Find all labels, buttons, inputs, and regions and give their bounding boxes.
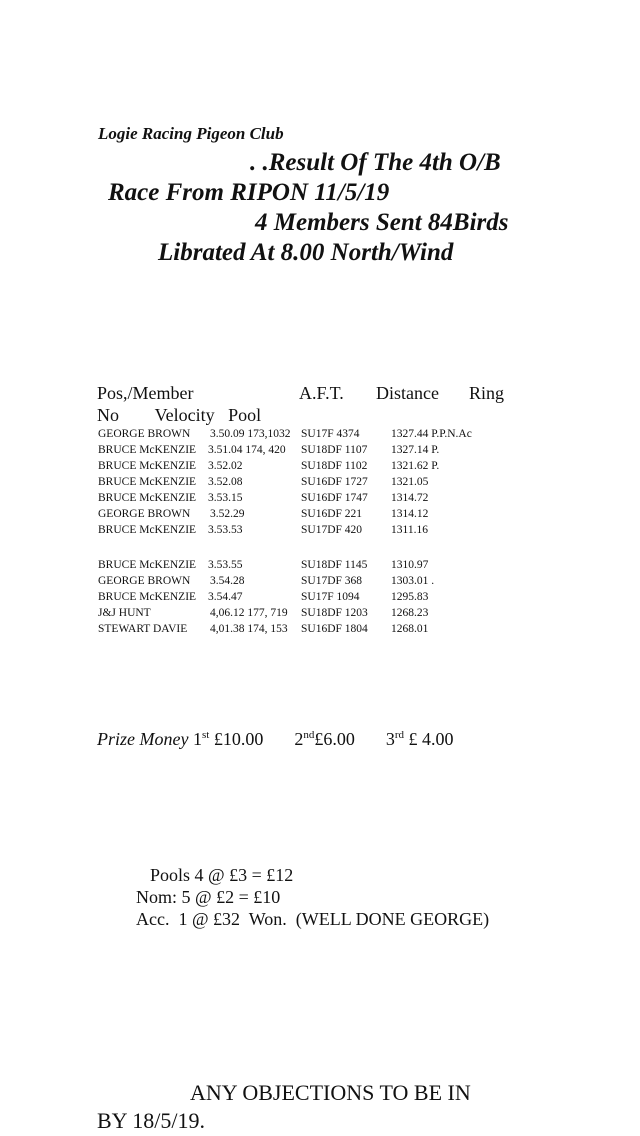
- velocity-value: 1303.01 .: [391, 575, 435, 587]
- member-name: GEORGE BROWN: [98, 428, 191, 440]
- ring-value: SU16DF 1804: [301, 623, 368, 635]
- header-aft: A.F.T.: [299, 383, 344, 403]
- velocity-value: 1295.83: [391, 591, 429, 603]
- ring-value: SU17DF 420: [301, 524, 363, 536]
- velocity-value: 1268.23: [391, 607, 429, 619]
- prize-first-suffix: st: [201, 729, 210, 741]
- ring-value: SU16DF 1727: [301, 476, 368, 488]
- aft-value: 3.54.47: [208, 591, 243, 603]
- aft-value: 3.54.28: [210, 575, 245, 587]
- header-ring: Ring: [469, 383, 505, 403]
- member-name: BRUCE McKENZIE: [98, 492, 197, 504]
- ring-value: SU18DF 1107: [301, 444, 368, 456]
- velocity-value: 1310.97: [391, 559, 429, 571]
- prize-third-num: 3: [385, 729, 395, 749]
- objections-line-2: BY 18/5/19.: [97, 1108, 205, 1133]
- pools-line: Pools 4 @ £3 = £12: [150, 865, 294, 885]
- prize-money-line: [97, 729, 453, 750]
- member-name: BRUCE McKENZIE: [98, 524, 197, 536]
- member-name: STEWART DAVIE: [98, 623, 188, 635]
- aft-value: 3.52.08: [208, 476, 243, 488]
- title-line-3: 4 Members Sent 84Birds: [255, 209, 509, 236]
- aft-value: 4,01.38 174, 153: [210, 623, 288, 635]
- title-line-2: Race From RIPON 11/5/19: [108, 179, 390, 206]
- prize-first-num: 1: [192, 729, 202, 749]
- objections-line-1: ANY OBJECTIONS TO BE IN: [190, 1080, 471, 1105]
- prize-third-suffix: rd: [394, 729, 404, 741]
- header-line-2: No Velocity Pool: [97, 405, 262, 425]
- velocity-value: 1268.01: [391, 623, 429, 635]
- ring-value: SU18DF 1203: [301, 607, 368, 619]
- ring-value: SU17F 4374: [301, 428, 360, 440]
- aft-value: 3.52.02: [208, 460, 243, 472]
- prize-third-amount: £ 4.00: [403, 729, 454, 749]
- aft-value: 3.53.15: [208, 492, 243, 504]
- member-name: J&J HUNT: [98, 607, 151, 619]
- velocity-value: 1311.16: [391, 524, 428, 536]
- velocity-value: 1314.72: [391, 492, 429, 504]
- aft-value: 3.53.53: [208, 524, 243, 536]
- prize-second: [294, 729, 355, 749]
- ring-value: SU18DF 1102: [301, 460, 368, 472]
- club-name: Logie Racing Pigeon Club: [98, 124, 284, 143]
- title-line-4: Librated At 8.00 North/Wind: [158, 239, 454, 266]
- member-name: BRUCE McKENZIE: [98, 476, 197, 488]
- velocity-value: 1321.62 P.: [391, 460, 440, 472]
- header-pos-member: Pos,/Member: [97, 383, 194, 403]
- acc-line: Acc. 1 @ £32 Won. (WELL DONE GEORGE): [136, 909, 490, 929]
- velocity-value: 1314.12: [391, 508, 429, 520]
- ring-value: SU16DF 221: [301, 508, 363, 520]
- ring-value: SU17F 1094: [301, 591, 360, 603]
- aft-value: 3.53.55: [208, 559, 243, 571]
- prize-first-amount: £10.00: [209, 729, 264, 749]
- prize-second-suffix: nd: [303, 729, 315, 741]
- prize-money-label: Prize Money: [97, 729, 189, 749]
- member-name: BRUCE McKENZIE: [98, 444, 197, 456]
- prize-third: [386, 729, 454, 749]
- velocity-value: 1321.05: [391, 476, 429, 488]
- aft-value: 4,06.12 177, 719: [210, 607, 288, 619]
- ring-value: SU18DF 1145: [301, 559, 368, 571]
- ring-value: SU16DF 1747: [301, 492, 368, 504]
- velocity-value: 1327.14 P.: [391, 444, 440, 456]
- prize-first: [193, 729, 263, 749]
- ring-value: SU17DF 368: [301, 575, 363, 587]
- nom-line: Nom: 5 @ £2 = £10: [136, 887, 281, 907]
- member-name: BRUCE McKENZIE: [98, 591, 197, 603]
- member-name: GEORGE BROWN: [98, 575, 191, 587]
- velocity-value: 1327.44 P.P.N.Ac: [391, 428, 472, 440]
- aft-value: 3.51.04 174, 420: [208, 444, 286, 456]
- member-name: BRUCE McKENZIE: [98, 460, 197, 472]
- aft-value: 3.50.09 173,1032: [210, 428, 291, 440]
- title-line-1: . .Result Of The 4th O/B: [250, 149, 501, 176]
- prize-second-amount: £6.00: [314, 729, 355, 749]
- member-name: GEORGE BROWN: [98, 508, 191, 520]
- header-distance: Distance: [376, 383, 439, 403]
- member-name: BRUCE McKENZIE: [98, 559, 197, 571]
- aft-value: 3.52.29: [210, 508, 245, 520]
- prize-second-num: 2: [294, 729, 304, 749]
